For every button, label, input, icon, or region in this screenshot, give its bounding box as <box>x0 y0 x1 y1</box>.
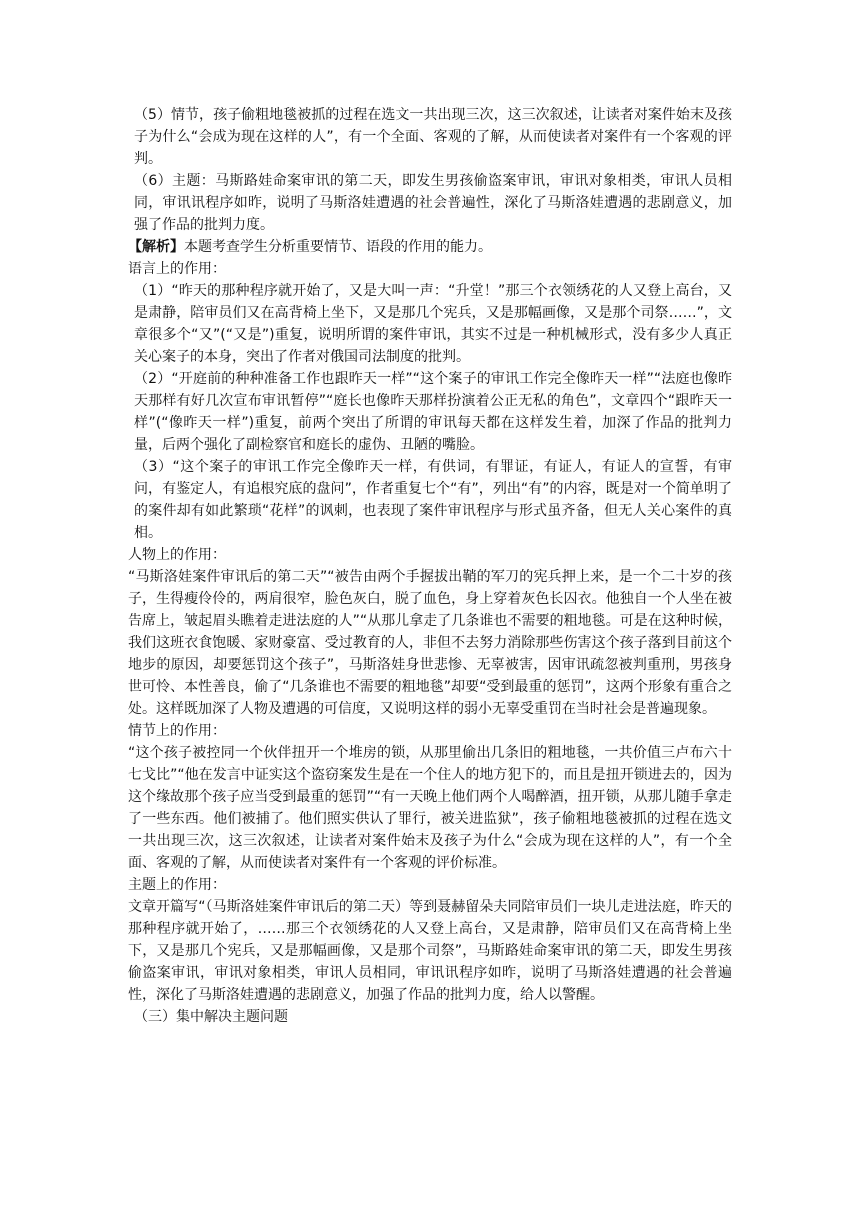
language-item-3: （3）“这个案子的审讯工作完全像昨天一样，有供词，有罪证，有证人，有证人的宣誓，有审问，有鉴定人，有追根究底的盘问”，作者重复七个“有”，列出“有”的内容，既是对一个简单明了的案件却有如此繁琐“花样”的讽刺，也表现了案件审讯程序与形式虽齐备，但无人关心案件的真相。 <box>134 459 732 541</box>
character-text: “马斯洛娃案件审讯后的第二天”“被告由两个手握拔出鞘的军刀的宪兵押上来，是一个二十岁的孩子，生得瘦伶伶的，两肩很窄，脸色灰白，脱了血色，身上穿着灰色长囚衣。他独自一个人坐在被告席上，皱起眉头瞧着走进法庭的人”“从那儿拿走了几条谁也不需要的粗地毯。可是在这种时候，我们这班衣食饱暖、家财豪富、受过教育的人，非但不去努力消除那些伤害这个孩子落到目前这个地步的原因，却要惩罚这个孩子”，马斯洛娃身世悲惨、无辜被害，因审讯疏忽被判重刑，男孩身世可怜、本性善良，偷了“几条谁也不需要的粗地毯”却要“受到最重的惩罚”，这两个形象有重合之处。这样既加深了人物及遭遇的可信度，又说明这样的弱小无辜受重罚在当时社会是普遍现象。 <box>128 569 732 717</box>
language-item-1: （1）“昨天的那种程序就开始了，又是大叫一声：“升堂！”那三个衣领绣花的人又登上高台，又是肃静，陪审员们又在高背椅上坐下，又是那几个宪兵，又是那幅画像，又是那个司祭……”，文章很多个“又”(“又是”)重复，说明所谓的案件审讯，其实不过是一种机械形式，没有多少人真正关心案子的本身，突出了作者对俄国司法制度的批判。 <box>134 283 732 365</box>
answer-item-6: （6）主题：马斯路娃命案审讯的第二天，即发生男孩偷盗案审讯，审讯对象相类，审讯人员相同，审讯讯程序如昨，说明了马斯洛娃遭遇的社会普遍性，深化了马斯洛娃遭遇的悲剧意义，加强了作品的批判力度。 <box>134 173 732 233</box>
analysis-text: 本题考查学生分析重要情节、语段的作用的能力。 <box>184 239 492 255</box>
document-page <box>128 104 732 1028</box>
answer-item-5: （5）情节，孩子偷粗地毯被抓的过程在选文一共出现三次，这三次叙述，让读者对案件始末及孩子为什么“会成为现在这样的人”，有一个全面、客观的了解，从而使读者对案件有一个客观的评判。 <box>134 107 732 167</box>
character-heading: 人物上的作用： <box>128 547 226 563</box>
analysis-paragraph <box>128 236 732 258</box>
section-heading: （三）集中解决主题问题 <box>134 1009 288 1025</box>
language-item-2: （2）“开庭前的种种准备工作也跟昨天一样”“这个案子的审讯工作完全像昨天一样”“法庭也像昨天那样有好几次宣布审讯暂停”“庭长也像昨天那样扮演着公正无私的角色”，文章四个“跟昨天一样”(“像昨天一样”)重复，前两个突出了所谓的审讯每天都在这样发生着，加深了作品的批判力量，后两个强化了副检察官和庭长的虚伪、丑陋的嘴脸。 <box>134 371 732 453</box>
theme-heading: 主题上的作用： <box>128 877 226 893</box>
analysis-label: 【解析】 <box>128 239 184 255</box>
theme-text: 文章开篇写“（马斯洛娃案件审讯后的第二天）等到聂赫留朵夫同陪审员们一块儿走进法庭，昨天的那种程序就开始了，……那三个衣领绣花的人又登上高台，又是肃静，陪审员们又在高背椅上坐下，又是那几个宪兵，又是那幅画像，又是那个司祭”，马斯路娃命案审讯的第二天，即发生男孩偷盗案审讯，审讯对象相类，审讯人员相同，审讯讯程序如昨，说明了马斯洛娃遭遇的社会普遍性，深化了马斯洛娃遭遇的悲剧意义，加强了作品的批判力度，给人以警醒。 <box>128 899 732 1003</box>
plot-heading: 情节上的作用： <box>128 723 226 739</box>
language-heading: 语言上的作用： <box>128 261 226 277</box>
plot-text: “这个孩子被控同一个伙伴扭开一个堆房的锁，从那里偷出几条旧的粗地毯，一共价值三卢布六十七戈比”“他在发言中证实这个盗窃案发生是在一个住人的地方犯下的，而且是扭开锁进去的，因为这个缘故那个孩子应当受到最重的惩罚”“有一天晚上他们两个人喝醉酒，扭开锁，从那儿随手拿走了一些东西。他们被捕了。他们照实供认了罪行，被关进监狱”，孩子偷粗地毯被抓的过程在选文一共出现三次，这三次叙述，让读者对案件始末及孩子为什么“会成为现在这样的人”，有一个全面、客观的了解，从而使读者对案件有一个客观的评价标准。 <box>128 745 732 871</box>
